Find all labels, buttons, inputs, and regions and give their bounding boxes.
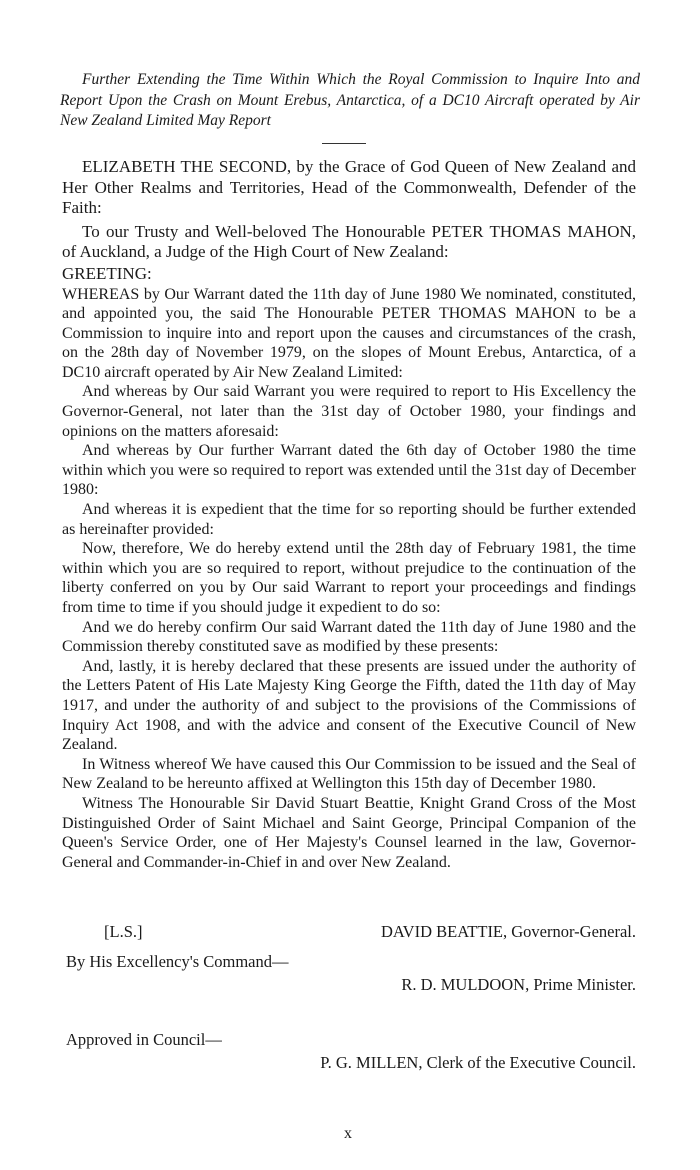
recital-paragraph: And whereas it is expedient that the time for so reporting should be further extended as hereinafter provided: [62,501,636,538]
confirmation-paragraph: And we do hereby confirm Our said Warrant dated the 11th day of June 1980 and the Commission thereby constituted save as modified by these presents: [62,618,636,656]
document-heading: Further Extending the Time Within Which the Royal Commission to Inquire Into and Report Upon the Crash on Mount Erebus, Antarctica, of a DC10 Aircraft operated by Air New Zealand Limited May Report [60,71,640,129]
recital-paragraph: And whereas by Our further Warrant dated the 6th day of October 1980 the time within which you were so required to report was extended until the 31st day of December 1980: [62,442,636,499]
whereas-paragraph: WHEREAS by Our Warrant dated the 11th day of June 1980 We nominated, constituted, and appointed you, the said The Honourable PETER THOMAS MAHON to be a Commission to inquire into and report upon the causes and circumstances of the crash, on the 28th day of November 1979, on the slopes of Mount Erebus, Antarctica, of a DC10 aircraft operated by Air New Zealand Limited: [62,285,636,381]
recital-paragraph: And whereas by Our said Warrant you were required to report to His Excellency the Governor-General, not later than the 31st day of October 1980, your findings and opinions on the matters aforesaid: [62,383,636,440]
seal-mark: [L.S.] [104,922,143,941]
approved-line: Approved in Council— [66,1030,222,1049]
witness-paragraph: Witness The Honourable Sir David Stuart Beattie, Knight Grand Cross of the Most Distinguished Order of Saint Michael and Saint George, Principal Companion of the Queen's Service Order, one of Her Majesty's Counsel learned in the law, Governor-General and Commander-in-Chief in and over New Zealand. [62,794,636,871]
clerk-signature: P. G. MILLEN, Clerk of the Executive Council. [320,1053,636,1072]
command-line: By His Excellency's Command— [66,952,289,971]
commission-body [62,155,636,872]
declaration-paragraph: And, lastly, it is hereby declared that these presents are issued under the authority of the Letters Patent of His Late Majesty King George the Fifth, dated the 11th day of May 1917, and under the authority of and subject to the provisions of the Commissions of Inquiry Act 1908, and with the advice and consent of the Executive Council of New Zealand. [62,657,636,754]
operative-paragraph: Now, therefore, We do hereby extend until the 28th day of February 1981, the time within which you are so required to report, without prejudice to the continuation of the liberty conferred on you by Our said Warrant to report your proceedings and findings from time to time if you should judge it expedient to do so: [62,540,636,616]
royal-style-paragraph: ELIZABETH THE SECOND, by the Grace of God Queen of New Zealand and Her Other Realms and Territories, Head of the Commonwealth, Defender of the Faith: [62,157,636,217]
greeting: GREETING: [62,263,152,283]
governor-general-signature: DAVID BEATTIE, Governor-General. [380,922,636,941]
heading-divider [322,143,366,144]
page-number: x [344,1125,352,1142]
address-paragraph: To our Trusty and Well-beloved The Honourable PETER THOMAS MAHON, of Auckland, a Judge of the High Court of New Zealand: [62,221,636,261]
prime-minister-signature: R. D. MULDOON, Prime Minister. [401,975,636,994]
witness-clause: In Witness whereof We have caused this Our Commission to be issued and the Seal of New Zealand to be hereunto affixed at Wellington this 15th day of December 1980. [62,755,636,793]
